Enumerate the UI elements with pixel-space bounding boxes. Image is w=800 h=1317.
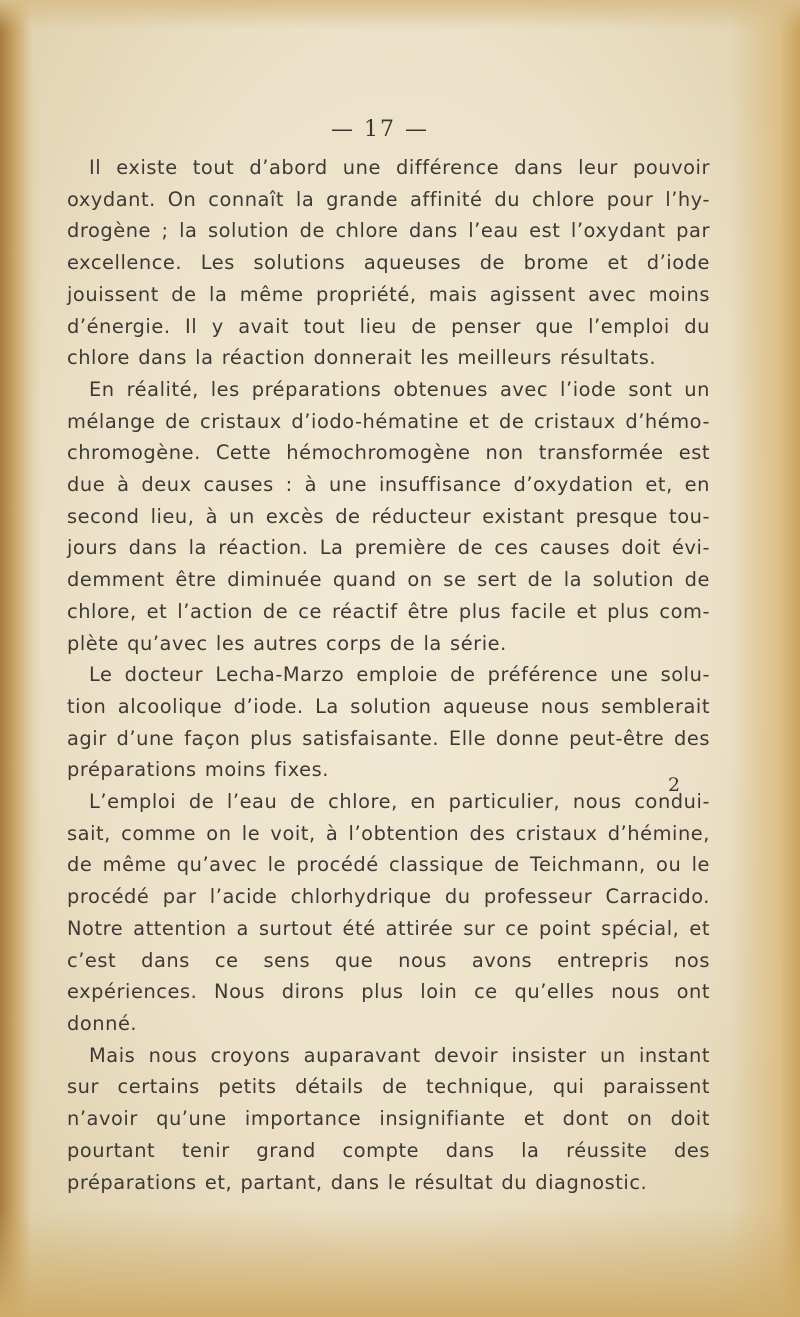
body-text bbox=[67, 152, 710, 1198]
page-edge-shadow-top bbox=[0, 0, 800, 30]
paragraph-2: En réalité, les préparations obtenues avec l’iode sont un mélange de cristaux d’iodo-hématine et de cristaux d’hémo- chromogène. Cette hémochromogène non transformée est due à deux causes : à une insuffisance d’oxydation et, en second lieu, à un excès de réducteur existant presque tou- jours dans la réaction. La première de ces causes doit évi- demment être diminuée quand on se sert de la solution de chlore, et l’action de ce réactif être plus facile et plus com- plète qu’avec les autres corps de la série. bbox=[67, 377, 710, 655]
page-edge-shadow-left bbox=[0, 0, 42, 1317]
page-number-header: — 17 — bbox=[331, 117, 429, 142]
paragraph-3: Le docteur Lecha-Marzo emploie de préférence une solu- tion alcoolique d’iode. La solution aqueuse nous semblerait agir d’une façon plus satisfaisante. Elle donne peut-être des préparations moins fixes. bbox=[67, 663, 710, 782]
page-edge-shadow-bottom bbox=[0, 1207, 800, 1317]
page-edge-shadow-right bbox=[730, 0, 800, 1317]
signature-mark: 2 bbox=[668, 774, 681, 796]
paragraph-5: Mais nous croyons auparavant devoir insister un instant sur certains petits détails de technique, qui paraissent n’avoir qu’une importance insignifiante et dont on doit pourtant tenir grand compte dans la réussite des préparations et, partant, dans le résultat du diagnostic. bbox=[67, 1043, 710, 1194]
paragraph-4: L’emploi de l’eau de chlore, en particulier, nous condui- sait, comme on le voit, à l’obtention des cristaux d’hémine, de même qu’avec le procédé classique de Teichmann, ou le procédé par l’acide chlorhydrique du professeur Carracido. Notre attention a surtout été attirée sur ce point spécial, et c’est dans ce sens que nous avons entrepris nos expériences. Nous dirons plus loin ce qu’elles nous ont donné. bbox=[67, 790, 710, 1035]
paragraph-1: Il existe tout d’abord une différence dans leur pouvoir oxydant. On connaît la grande affinité du chlore pour l’hy- drogène ; la solution de chlore dans l’eau est l’oxydant par excellence. Les solutions aqueuses de brome et d’iode jouissent de la même propriété, mais agissent avec moins d’énergie. Il y avait tout lieu de penser que l’emploi du chlore dans la réaction donnerait les meilleurs résultats. bbox=[67, 156, 710, 370]
